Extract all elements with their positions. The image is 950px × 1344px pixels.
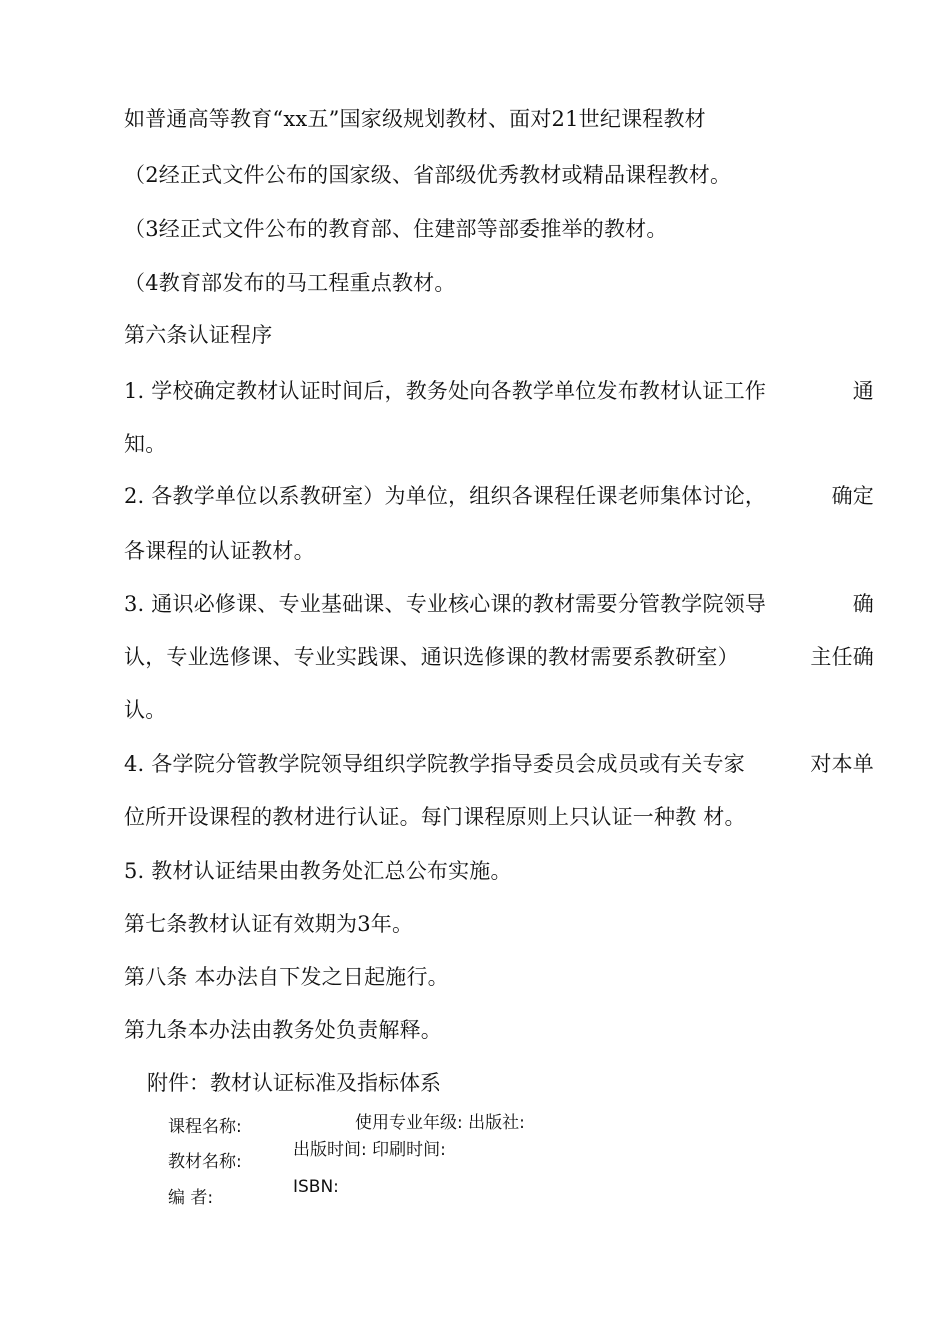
- isbn-label: ISBN:: [293, 1177, 339, 1197]
- procedure-step-4-tail: 对本单: [810, 752, 874, 776]
- major-grade-publisher-label: 使用专业年级: 出版社:: [355, 1113, 525, 1133]
- procedure-step-1-text: 1. 学校确定教材认证时间后，教务处向各教学单位发布教材认证工作: [124, 379, 767, 403]
- paragraph-textbook-examples: 如普通高等教育“xx五”国家级规划教材、面对21世纪课程教材: [124, 107, 706, 131]
- procedure-step-2-text: 2. 各教学单位以系教研室）为单位，组织各课程任课老师集体讨论，: [124, 484, 767, 508]
- procedure-step-1-tail: 通: [852, 379, 874, 403]
- procedure-step-3-line-3: 认。: [124, 698, 167, 722]
- publish-print-time-label: 出版时间: 印刷时间:: [293, 1140, 446, 1160]
- course-name-label: 课程名称:: [168, 1117, 242, 1137]
- procedure-step-2-line-2: 各课程的认证教材。: [124, 539, 315, 563]
- procedure-step-4-text: 4. 各学院分管教学院领导组织学院教学指导委员会成员或有关专家: [124, 752, 745, 776]
- procedure-step-3-line-1: [124, 590, 874, 618]
- article-8: 第八条 本办法自下发之日起施行。: [124, 965, 449, 989]
- procedure-step-4-line-1: [124, 750, 874, 778]
- attachment-title: 附件：教材认证标准及指标体系: [147, 1071, 441, 1095]
- paragraph-item-2: （2经正式文件公布的国家级、省部级优秀教材或精品课程教材。: [124, 163, 732, 187]
- procedure-step-4-line-2: 位所开设课程的教材进行认证。每门课程原则上只认证一种教 材。: [124, 805, 746, 829]
- editor-label: 编 者:: [168, 1188, 214, 1208]
- procedure-step-1-line-1: [124, 377, 874, 405]
- paragraph-item-3: （3经正式文件公布的教育部、住建部等部委推举的教材。: [124, 217, 668, 241]
- paragraph-item-4: （4教育部发布的马工程重点教材。: [124, 271, 456, 295]
- procedure-step-2-tail: 确定: [831, 484, 874, 508]
- procedure-step-3-tail-2: 主任确: [810, 645, 874, 669]
- article-7: 第七条教材认证有效期为3年。: [124, 912, 414, 936]
- procedure-step-1-line-2: 知。: [124, 432, 167, 456]
- procedure-step-3-text-2: 认，专业选修课、专业实践课、通识选修课的教材需要系教研室）: [124, 645, 739, 669]
- procedure-step-3-tail: 确: [852, 592, 874, 616]
- procedure-step-5: 5. 教材认证结果由教务处汇总公布实施。: [124, 859, 512, 883]
- textbook-name-label: 教材名称:: [168, 1152, 242, 1172]
- article-6-heading: 第六条认证程序: [124, 323, 273, 347]
- procedure-step-2-line-1: [124, 482, 874, 510]
- procedure-step-3-text: 3. 通识必修课、专业基础课、专业核心课的教材需要分管教学院领导: [124, 592, 767, 616]
- article-9: 第九条本办法由教务处负责解释。: [124, 1018, 442, 1042]
- procedure-step-3-line-2: [124, 643, 874, 671]
